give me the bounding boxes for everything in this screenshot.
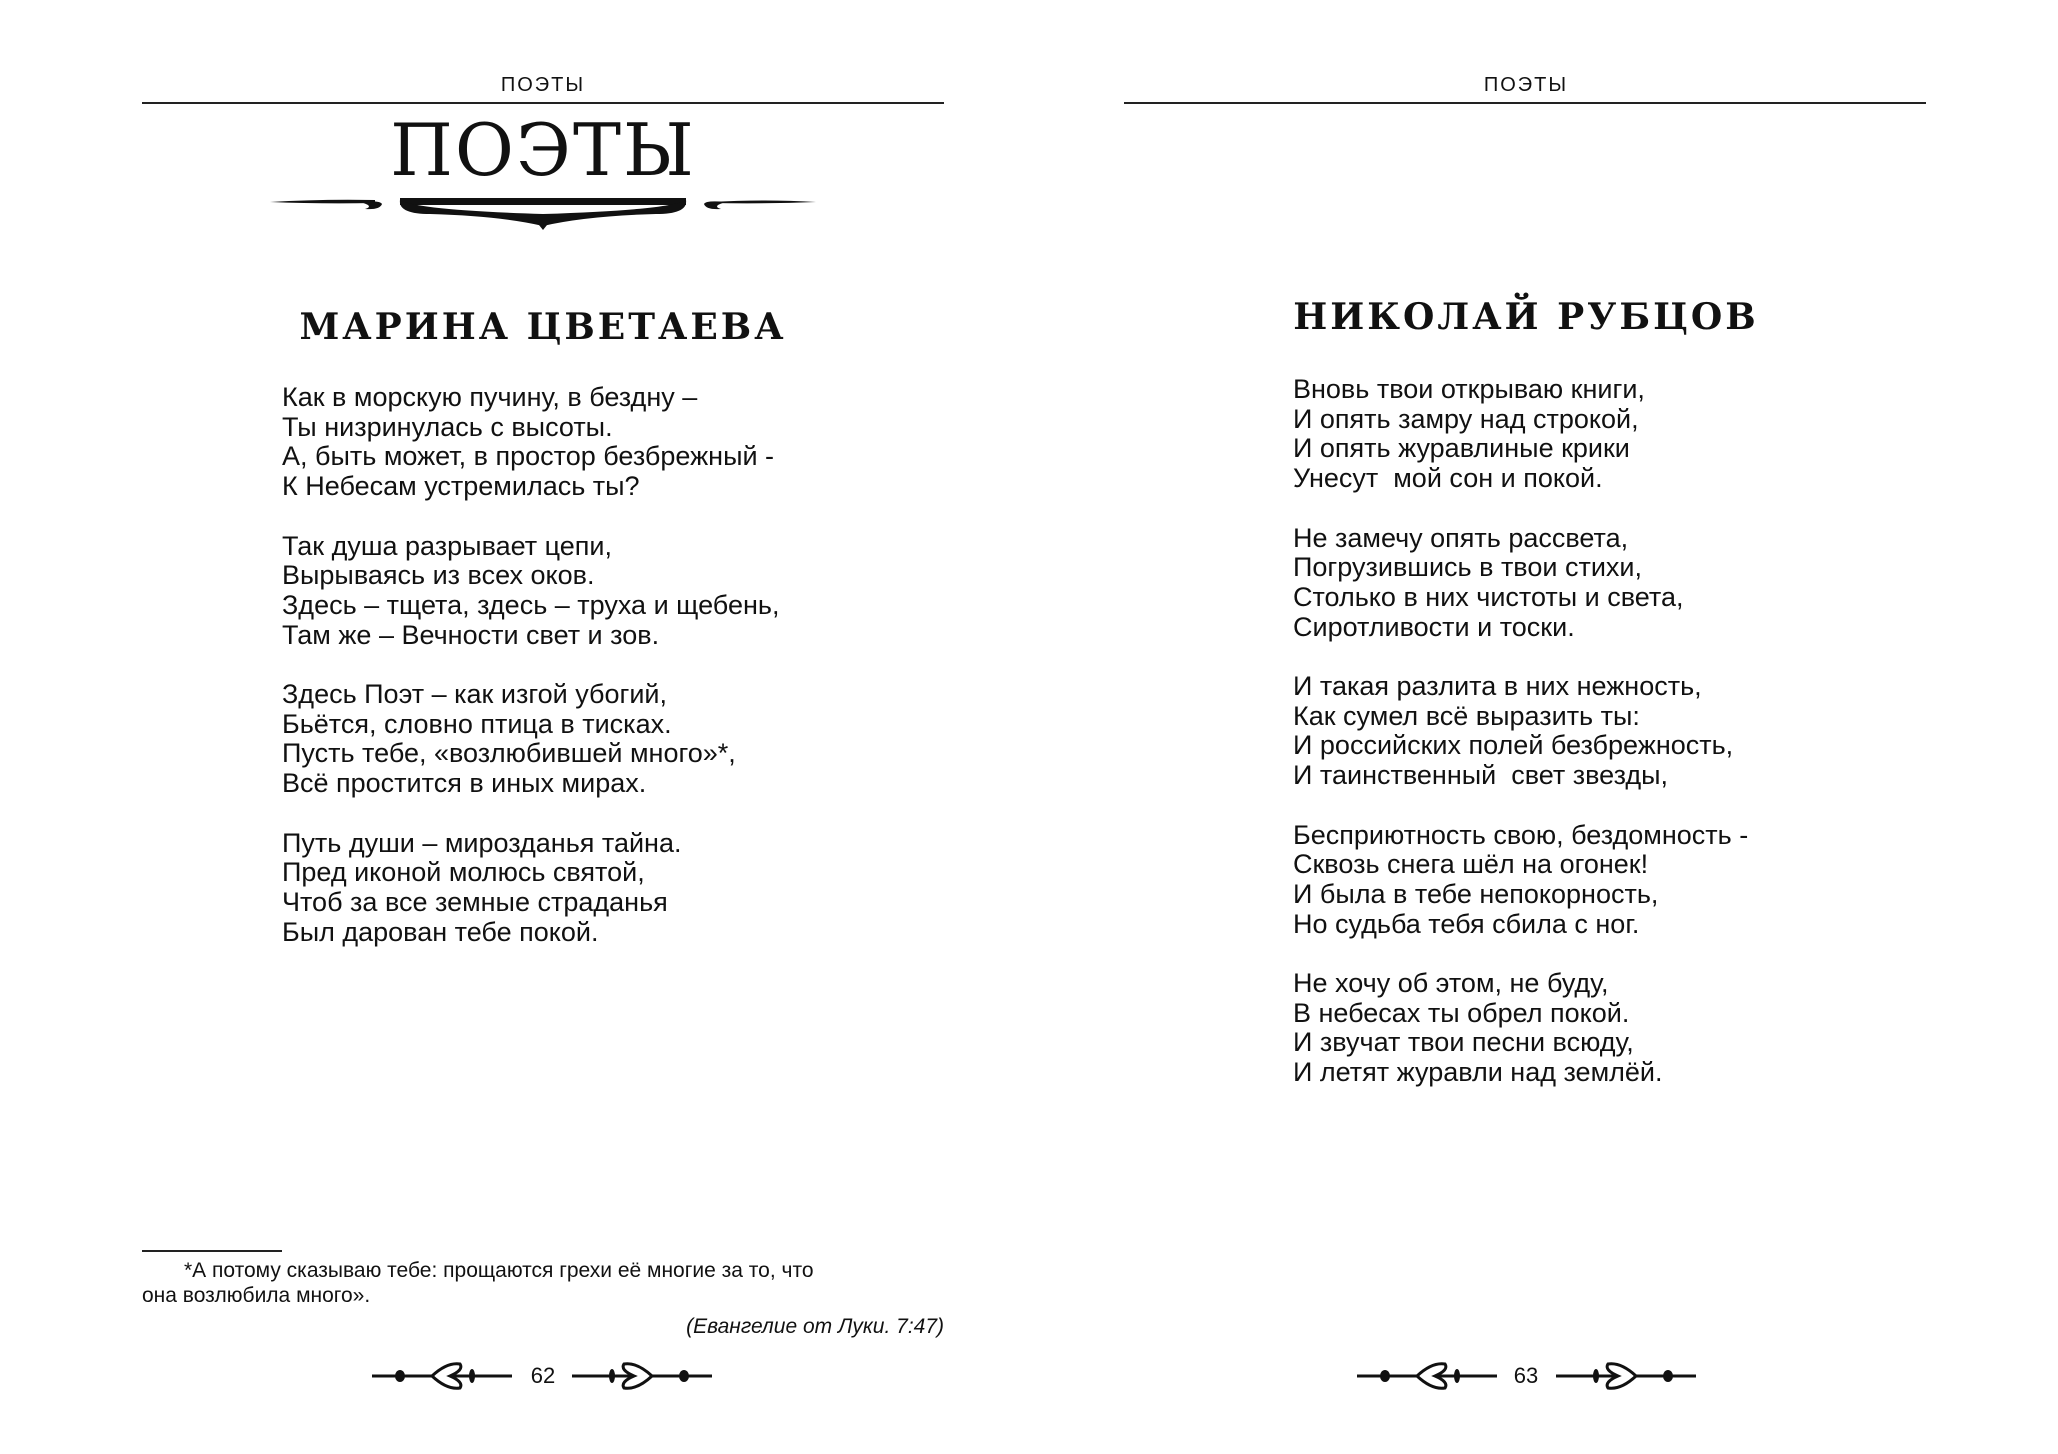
title-ornament-icon bbox=[270, 192, 816, 230]
poem-line: Погрузившись в твои стихи, bbox=[1293, 552, 1642, 583]
page-ornament-right-icon bbox=[572, 1358, 712, 1394]
poem-line: И такая разлита в них нежность, bbox=[1293, 671, 1702, 701]
stanza bbox=[282, 829, 779, 948]
header-rule-right bbox=[1124, 102, 1926, 104]
footnote-citation: (Евангелие от Луки. 7:47) bbox=[686, 1315, 944, 1338]
footnote-rule bbox=[142, 1250, 282, 1252]
poem-line: И опять замру над строкой, bbox=[1293, 403, 1639, 434]
poem-line: Но судьба тебя сбила с ног. bbox=[1293, 908, 1640, 939]
stanza bbox=[1293, 672, 1748, 791]
poem-line: Там же – Вечности свет и зов. bbox=[282, 619, 660, 650]
poem-left bbox=[282, 383, 779, 977]
footnote-line: она возлюбила много». bbox=[142, 1284, 371, 1307]
poem-line: И российских полей безбрежность, bbox=[1293, 730, 1734, 761]
poem-line: Сиротливости и тоски. bbox=[1293, 611, 1575, 642]
page-number-left: 62 bbox=[530, 1363, 556, 1388]
poem-line: В небесах ты обрел покой. bbox=[1293, 997, 1630, 1028]
running-head-right: ПОЭТЫ bbox=[1483, 74, 1569, 96]
poem-line: И летят журавли над землёй. bbox=[1293, 1057, 1663, 1088]
poem-line: Так душа разрывает цепи, bbox=[282, 530, 612, 561]
poem-right bbox=[1293, 375, 1748, 1118]
poem-line: Ты низринулась с высоты. bbox=[282, 411, 613, 442]
poem-line: И таинственный свет звезды, bbox=[1293, 760, 1669, 791]
section-title: ПОЭТЫ bbox=[390, 108, 696, 192]
poem-line: Сквозь снега шёл на огонек! bbox=[1293, 849, 1649, 880]
author-name-right: НИКОЛАЙ РУБЦОВ bbox=[1293, 296, 1759, 338]
footnote bbox=[142, 1258, 944, 1339]
poem-line: И опять журавлиные крики bbox=[1293, 433, 1630, 464]
poem-line: Как в морскую пучину, в бездну – bbox=[282, 382, 698, 412]
poem-line: Бьётся, словно птица в тисках. bbox=[282, 708, 672, 739]
header-rule-left bbox=[142, 102, 944, 104]
page-ornament-right-icon bbox=[1556, 1358, 1696, 1394]
stanza bbox=[282, 680, 779, 799]
poem-line: Как сумел всё выразить ты: bbox=[1293, 700, 1640, 731]
poem-line: Здесь Поэт – как изгой убогий, bbox=[282, 679, 667, 709]
poem-line: Здесь – тщета, здесь – труха и щебень, bbox=[282, 589, 780, 620]
poem-line: Не хочу об этом, не буду, bbox=[1293, 968, 1609, 998]
poem-line: Пред иконой молюсь святой, bbox=[282, 857, 645, 888]
poem-line: И звучат твои песни всюду, bbox=[1293, 1027, 1634, 1058]
poem-line: Всё простится в иных мирах. bbox=[282, 768, 647, 799]
running-head-left: ПОЭТЫ bbox=[500, 74, 586, 96]
poem-line: Унесут мой сон и покой. bbox=[1293, 463, 1603, 494]
poem-line: Пусть тебе, «возлюбившей много»*, bbox=[282, 738, 736, 769]
poem-line: Вновь твои открываю книги, bbox=[1293, 374, 1645, 404]
footnote-line: *А потому сказываю тебе: прощаются грехи её многие за то, что bbox=[184, 1259, 814, 1282]
poem-line: Столько в них чистоты и света, bbox=[1293, 581, 1684, 612]
stanza bbox=[282, 532, 779, 651]
poem-line: Путь души – мирозданья тайна. bbox=[282, 827, 682, 858]
poem-line: Бесприютность свою, бездомность - bbox=[1293, 819, 1749, 850]
stanza bbox=[282, 383, 779, 502]
poem-line: К Небесам устремилась ты? bbox=[282, 471, 640, 502]
stanza bbox=[1293, 524, 1748, 643]
poem-line: Чтоб за все земные страданья bbox=[282, 886, 668, 917]
page-number-right: 63 bbox=[1513, 1363, 1539, 1388]
poem-line: Был дарован тебе покой. bbox=[282, 916, 599, 947]
stanza bbox=[1293, 969, 1748, 1088]
poem-line: И была в тебе непокорность, bbox=[1293, 878, 1659, 909]
author-name-left: МАРИНА ЦВЕТАЕВА bbox=[299, 306, 787, 348]
poem-line: Вырываясь из всех оков. bbox=[282, 560, 595, 591]
poem-line: Не замечу опять рассвета, bbox=[1293, 522, 1629, 553]
poem-line: А, быть может, в простор безбрежный - bbox=[282, 441, 775, 472]
page-ornament-left-icon bbox=[1357, 1358, 1497, 1394]
stanza bbox=[1293, 821, 1748, 940]
stanza bbox=[1293, 375, 1748, 494]
page-ornament-left-icon bbox=[372, 1358, 512, 1394]
